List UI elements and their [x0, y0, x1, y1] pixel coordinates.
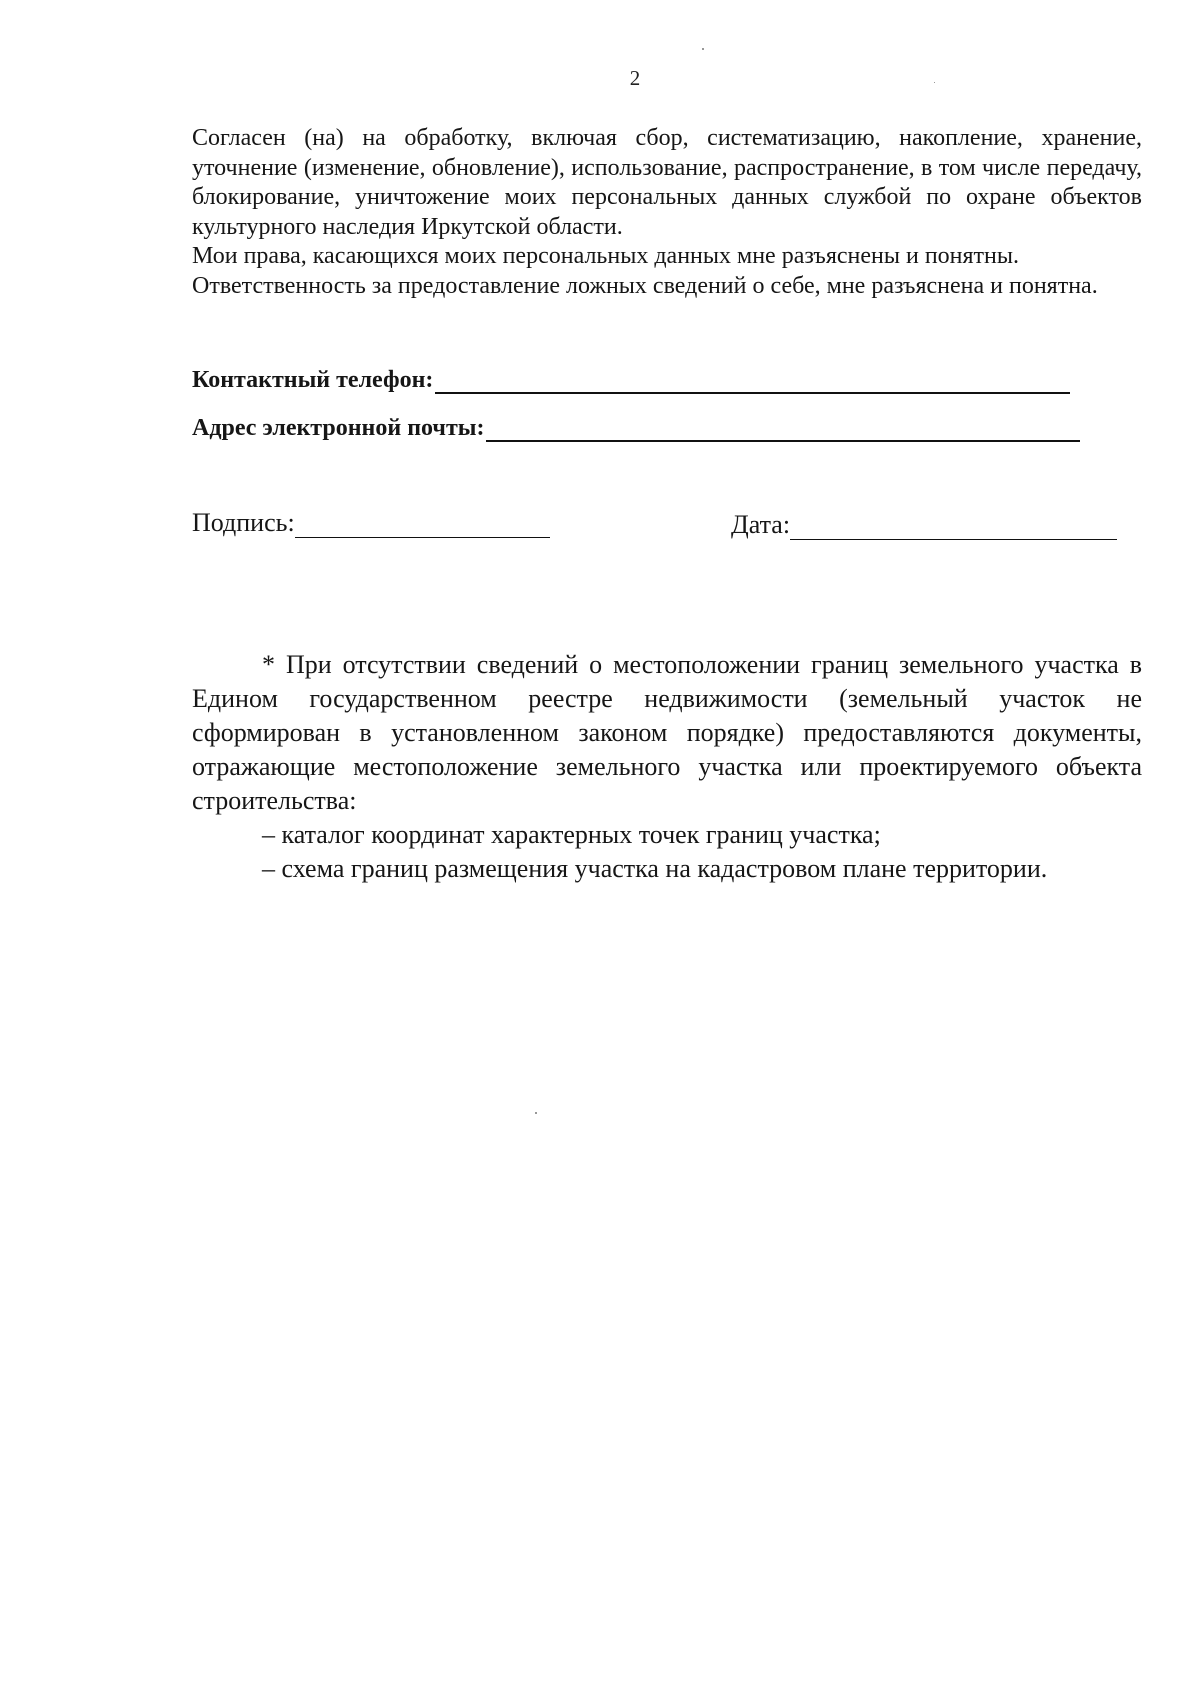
phone-label: Контактный телефон:	[192, 367, 434, 393]
date-field-row	[731, 506, 1117, 540]
phone-field-row	[192, 362, 1070, 394]
date-label: Дата:	[731, 510, 791, 539]
consent-paragraph: Согласен (на) на обработку, включая сбор, систематизацию, накопление, хранение, уточнение (изменение, обновление), использование, распространение, в том числе передачу, блокирование, уничтожение моих персональных данных службой по охране объектов культурного наследия Иркутской области.	[192, 125, 1142, 240]
email-field-row	[192, 410, 1080, 442]
responsibility-paragraph: Ответственность за предоставление ложных сведений о себе, мне разъяснена и понятна.	[192, 272, 1098, 299]
email-label: Адрес электронной почты:	[192, 415, 485, 441]
email-input-line[interactable]	[486, 418, 1080, 442]
scan-speck	[934, 82, 935, 83]
scan-speck	[702, 48, 704, 50]
signature-label: Подпись:	[192, 508, 295, 537]
footnote-paragraph: * При отсутствии сведений о местоположении границ земельного участка в Едином государственном реестре недвижимости (земельный участок не сформирован в установленном законом порядке) предоставляются документы, отражающие местоположение земельного участка или проектируемого объекта строительства:	[192, 650, 1142, 815]
footnote-list-item: – схема границ размещения участка на кадастровом плане территории.	[262, 854, 1048, 883]
footnote-list-item: – каталог координат характерных точек границ участка;	[262, 820, 881, 849]
page-number: 2	[629, 66, 641, 90]
signature-input-line[interactable]	[295, 513, 550, 538]
consent-text	[192, 124, 1142, 301]
date-input-line[interactable]	[790, 515, 1117, 540]
phone-input-line[interactable]	[435, 370, 1070, 394]
footnote	[192, 648, 1142, 886]
signature-field-row	[192, 504, 550, 538]
rights-paragraph: Мои права, касающихся моих персональных данных мне разъяснены и понятны.	[192, 243, 1020, 269]
scan-speck	[535, 1112, 537, 1114]
